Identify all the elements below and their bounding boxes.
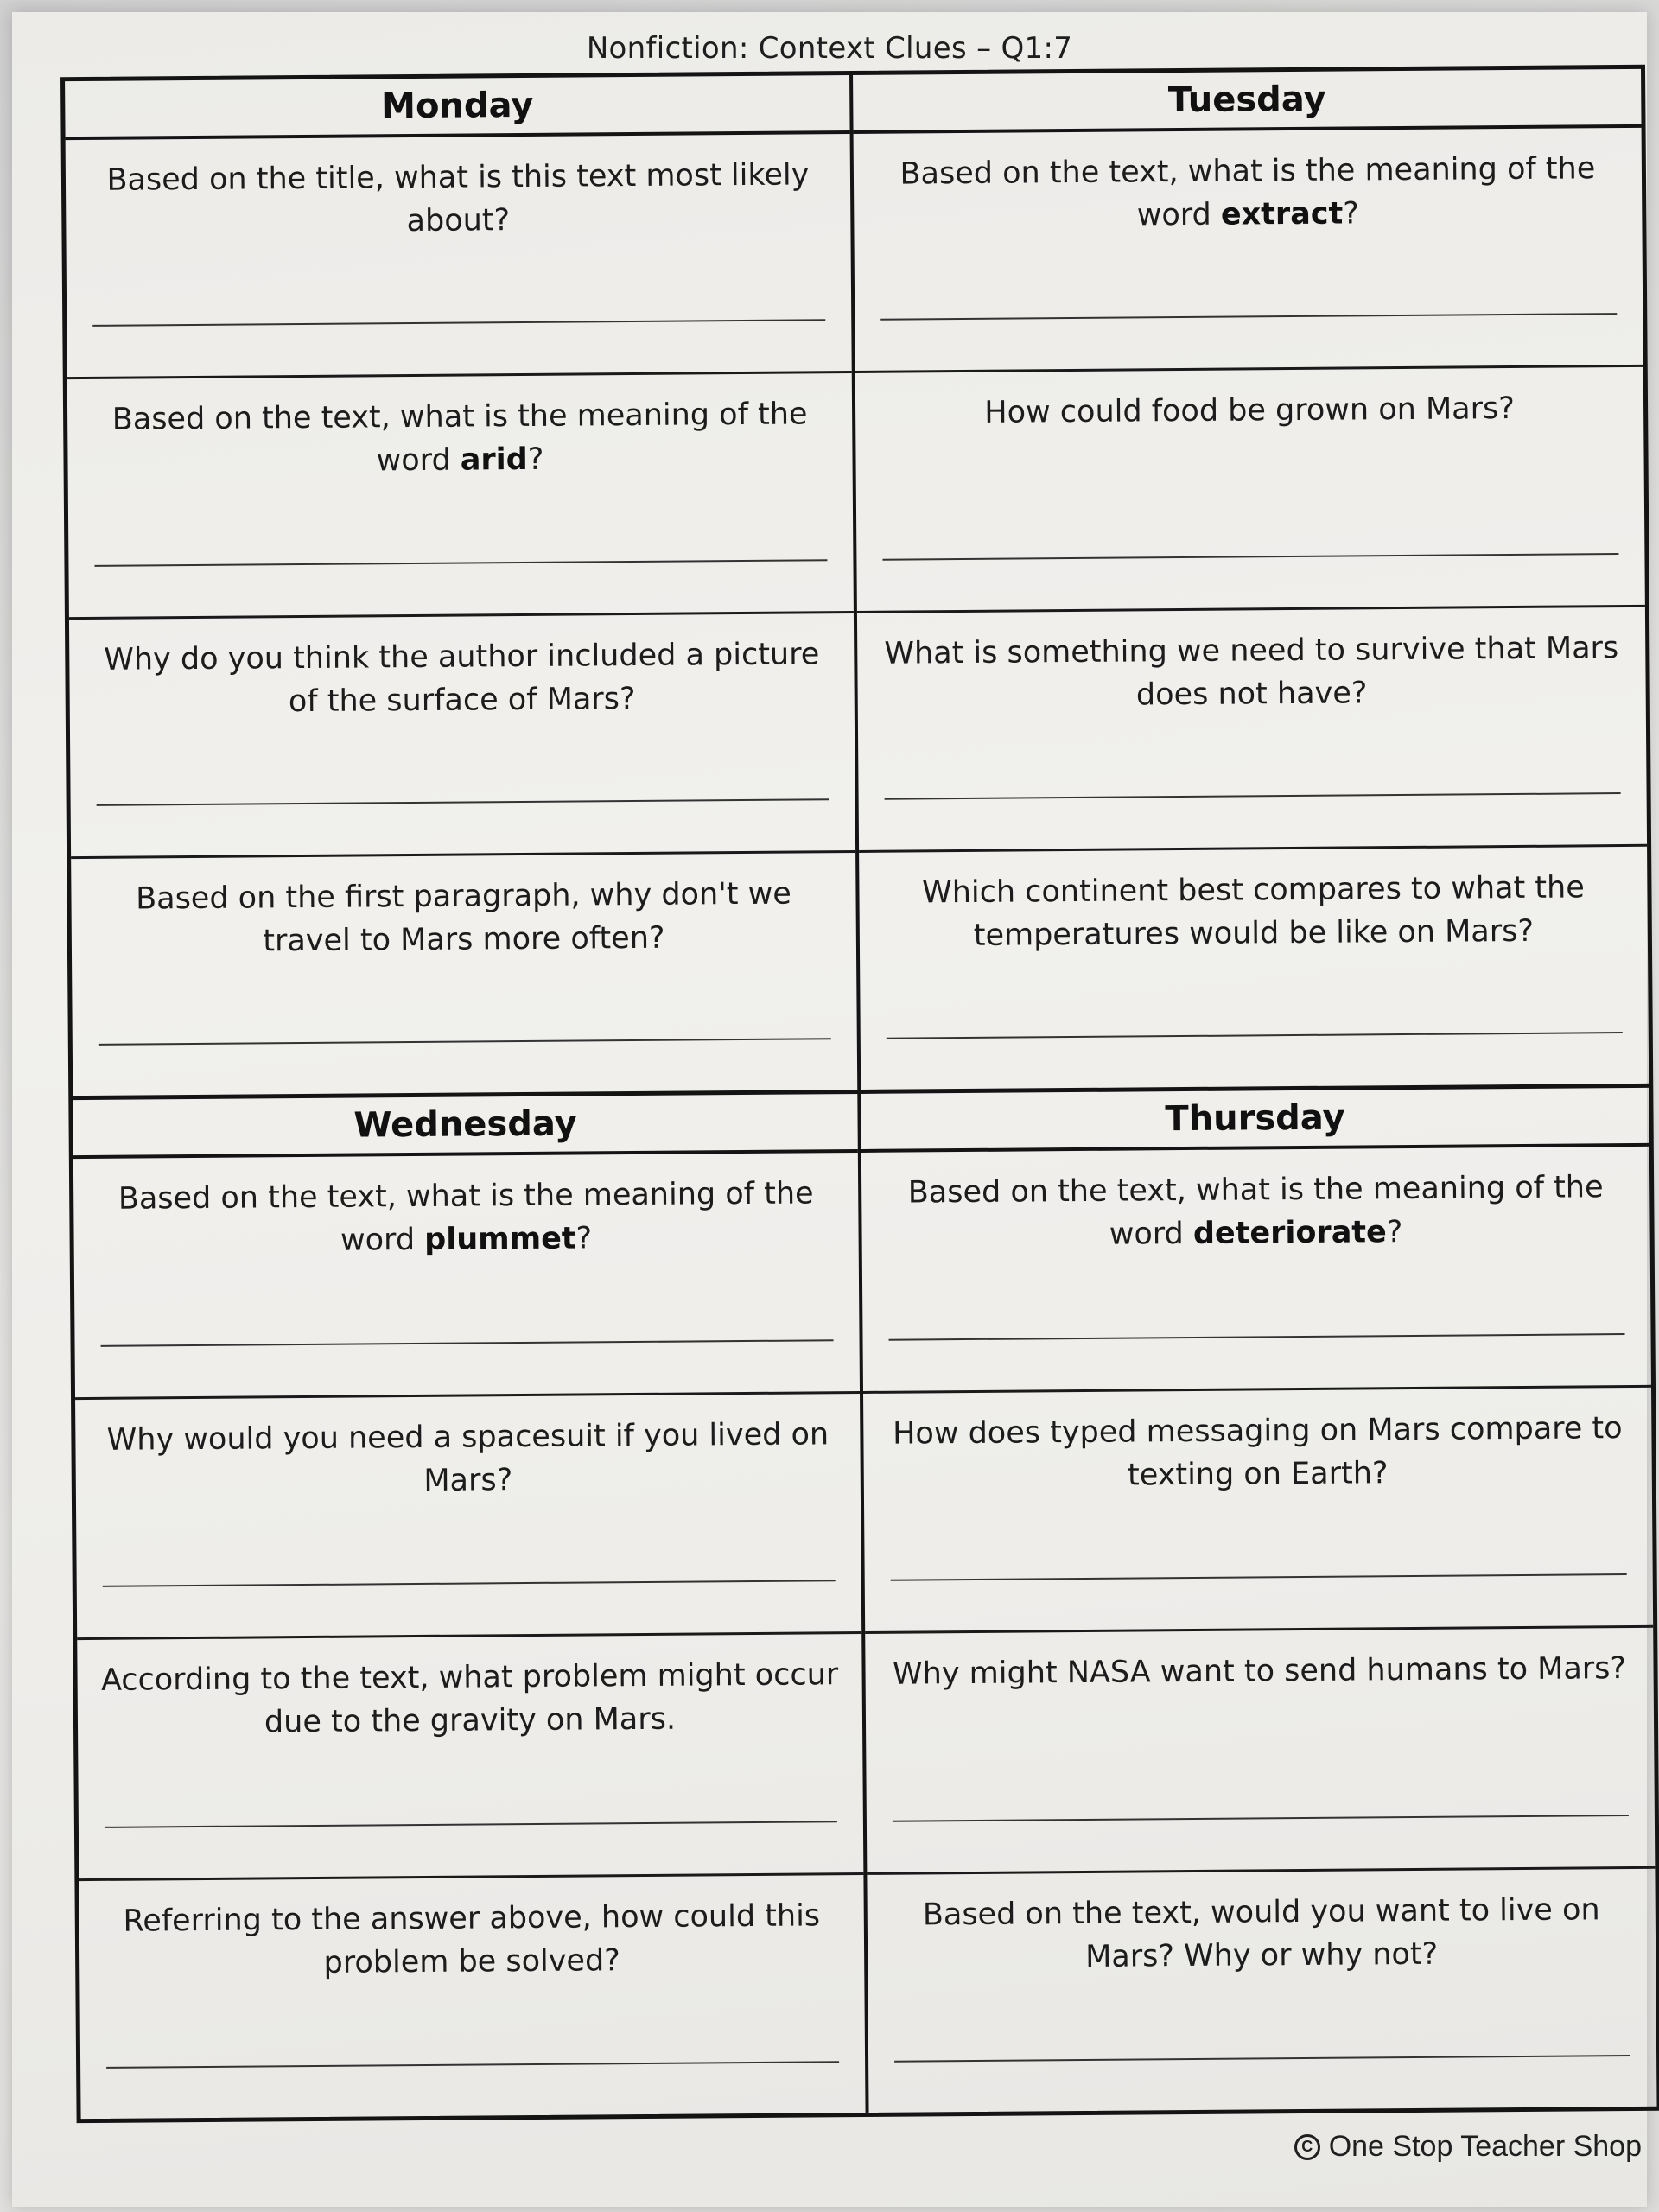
question-cell [69,613,855,859]
question-text: Based on the text, what is the meaning of the word plummet? [118,1176,814,1258]
day-header-thursday: Thursday [861,1088,1649,1153]
question-text: Why might NASA want to send humans to Mars? [892,1651,1627,1692]
answer-line[interactable] [887,1032,1623,1039]
question-cell [863,1387,1653,1634]
question-text: Which continent best compares to what the temperatures would be like on Mars? [921,870,1585,953]
question-text: According to the text, what problem might occur due to the gravity on Mars. [100,1657,839,1740]
question-text: Based on the title, what is this text most likely about? [106,157,810,239]
answer-line[interactable] [891,1573,1627,1581]
publisher-name: One Stop Teacher Shop [1328,2130,1642,2163]
question-cell [77,1634,863,1881]
answer-line[interactable] [94,559,827,567]
worksheet-grid [60,65,1659,2123]
answer-line[interactable] [880,313,1617,321]
question-cell [855,367,1645,613]
question-text: What is something we need to survive that Mars does not have? [884,630,1619,712]
answer-line[interactable] [92,320,825,327]
answer-line[interactable] [893,1815,1629,1822]
question-text: Why would you need a spacesuit if you lived on Mars? [106,1416,830,1498]
day-column-monday [65,75,861,1100]
question-cell [865,1628,1655,1875]
answer-line[interactable] [885,792,1621,800]
day-column-thursday [861,1088,1656,2113]
question-cell [73,1153,860,1400]
question-cell [859,847,1649,1090]
answer-line[interactable] [894,2055,1630,2063]
question-cell [66,134,852,379]
copyright-icon: C [1294,2134,1320,2160]
answer-line[interactable] [99,1038,831,1046]
answer-line[interactable] [103,1580,836,1587]
question-cell [71,853,857,1096]
page-title: Nonfiction: Context Clues – Q1:7 [586,31,1073,66]
question-text: How does typed messaging on Mars compare to texting on Earth? [892,1410,1623,1493]
question-text: Referring to the answer above, how could this problem be solved? [123,1897,821,1980]
answer-line[interactable] [105,1821,837,1828]
answer-line[interactable] [106,2061,839,2069]
question-cell [867,1868,1656,2113]
answer-line[interactable] [882,553,1618,561]
question-cell [75,1393,861,1640]
question-cell [861,1147,1651,1394]
question-text: Why do you think the author included a picture of the surface of Mars? [104,636,820,719]
question-text: Based on the text, would you want to live on Mars? Why or why not? [922,1891,1600,1974]
question-cell [79,1874,865,2119]
day-header-wednesday: Wednesday [73,1094,858,1159]
vocab-word: arid [460,442,528,478]
question-text: Based on the first paragraph, why don't we travel to Mars more often? [135,876,791,959]
day-header-monday: Monday [65,75,850,140]
day-column-tuesday [853,69,1649,1094]
publisher-credit [1294,2130,1642,2164]
question-cell [67,373,854,619]
question-text: Based on the text, what is the meaning of the word deteriorate? [907,1170,1604,1252]
vocab-word: deteriorate [1192,1215,1387,1251]
day-column-wednesday [73,1094,868,2119]
answer-line[interactable] [97,798,830,806]
answer-line[interactable] [889,1333,1625,1341]
question-cell [854,128,1643,373]
vocab-word: extract [1220,196,1344,232]
question-text: Based on the text, what is the meaning of the word arid? [111,397,808,479]
question-text: Based on the text, what is the meaning of the word extract? [899,151,1596,233]
question-text: How could food be grown on Mars? [984,391,1516,431]
day-header-tuesday: Tuesday [853,69,1642,134]
answer-line[interactable] [101,1339,834,1347]
vocab-word: plummet [424,1221,576,1257]
question-cell [857,607,1647,852]
